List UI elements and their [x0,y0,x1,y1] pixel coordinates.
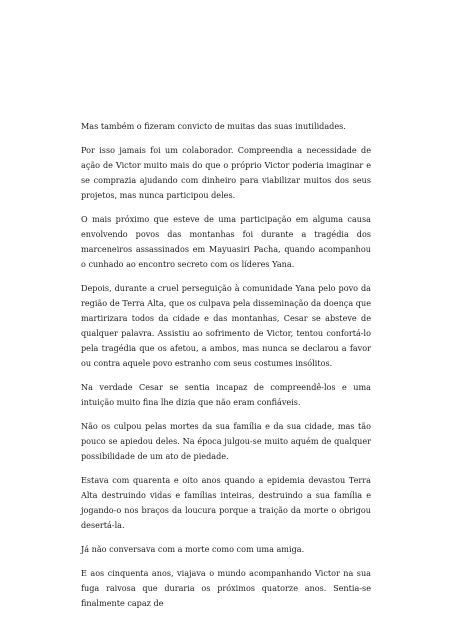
paragraph-1: Mas também o fizeram convicto de muitas das suas inutilidades. [81,121,346,131]
paragraph-7: Estava com quarenta e oito anos quando a epidemia devastou Terra Alta destruindo vidas e famílias inteiras, destruindo a sua família e jogando-o nos braços da loucura porque a traição da morte o obrigou desertá-la. [81,475,371,530]
paragraph-2: Por isso jamais foi um colaborador. Compreendia a necessidade de ação de Victor muito mais do que o próprio Victor poderia imaginar e se comprazia ajudando com dinheiro para viabilizar muitos dos seus projetos, mas nunca participou deles. [81,145,371,200]
paragraph-3: O mais próximo que esteve de uma participação em alguma causa envolvendo povos das montanhas foi durante a tragédia dos marceneiros assassinados em Mayuasiri Pacha, quando acompanhou o cunhado ao encontro secreto com os líderes Yana. [81,214,371,269]
paragraph-6: Não os culpou pelas mortes da sua família e da sua cidade, mas tão pouco se apiedou deles. Na época julgou-se muito aquém de qualquer possibilidade de um ato de piedade. [81,421,371,461]
paragraph-5: Na verdade Cesar se sentia incapaz de compreendê-los e uma intuição muito fina lhe dizia que não eram confiáveis. [81,382,371,407]
paragraph-8: Já não conversava com a morte como com uma amiga. [81,544,305,554]
body-text [81,119,371,620]
paragraph-9: E aos cinquenta anos, viajava o mundo acompanhando Victor na sua fuga raivosa que duraria os próximos quatorze anos. Sentia-se finalmente capaz de [81,568,371,608]
paragraph-4: Depois, durante a cruel perseguição à comunidade Yana pelo povo da região de Terra Alta, que os culpava pela disseminação da doença que martirizara todos da cidade e das montanhas, Cesar se absteve de qualquer palavra. Assistiu ao sofrimento de Victor, tentou confortá-lo pela tragédia que os afetou, a ambos, mas nunca se declarou a favor ou contra aquele povo estranho com seus costumes insólitos. [81,283,371,368]
